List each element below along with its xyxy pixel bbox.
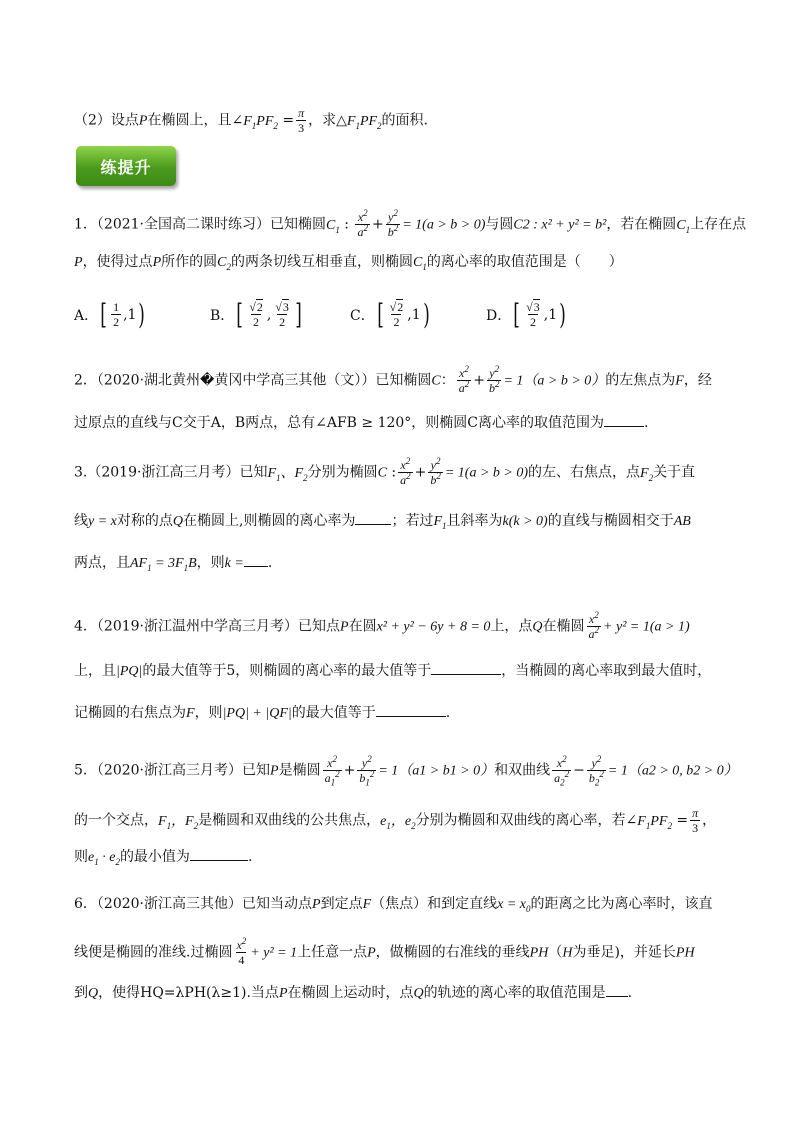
text: 的距离之比为离心率时，该直 <box>530 896 713 912</box>
text: 的最大值等于 <box>291 705 376 721</box>
fraction: $\frac{\pi}{3}$ <box>298 106 305 135</box>
math: x² + y² − 6y + 8 = 0 <box>376 619 491 635</box>
math: + y² = 1(a > 1) <box>603 619 690 635</box>
math-vector-eq: $AF_1 = 3F_1B$ <box>130 556 197 573</box>
text: ，则 <box>194 705 223 721</box>
math: P <box>74 255 83 270</box>
text: 已知点 <box>298 618 341 635</box>
answer-blank[interactable] <box>244 552 268 567</box>
text: ，使得 <box>98 985 141 1001</box>
question-number: 5． <box>74 762 97 779</box>
question-number: 3. <box>74 464 88 481</box>
fraction: $\frac{y^2}{b^2}$ <box>387 208 399 239</box>
text: 上存在点 <box>690 216 747 233</box>
text: 分别为椭圆和双曲线的离心率，若∠ <box>415 812 638 829</box>
text: ，若在椭圆 <box>606 216 677 233</box>
math: |PQ| + |QF| <box>222 706 292 721</box>
text: 已知 <box>242 762 271 779</box>
text: 的轨迹的离心率的取值范围是 <box>423 985 606 1001</box>
text: 的面积. <box>381 112 428 129</box>
text: = <box>676 812 689 829</box>
text: ，当椭圆的离心率取到最大值时， <box>501 663 712 679</box>
fraction: $\frac{x^2}{a_2^2}$ <box>554 754 570 788</box>
option-label: C． <box>350 307 375 324</box>
text: . <box>627 985 633 1001</box>
fraction: $\frac{y^2}{b_2^2}$ <box>588 754 604 788</box>
fraction: $\frac{\pi}{3}$ <box>692 806 699 835</box>
text: ： <box>440 372 455 389</box>
text: 在圆 <box>348 618 377 635</box>
text: 在椭圆 <box>542 618 585 635</box>
text: 已知椭圆 <box>270 216 327 233</box>
text: 已知当动点 <box>242 896 313 912</box>
math: P <box>278 986 288 1001</box>
answer-blank[interactable] <box>376 702 446 717</box>
math: $F_1$，$F_2$ <box>158 813 199 831</box>
math: AB <box>673 514 691 529</box>
option-d[interactable]: D． [ $\frac{√3}{2}$ ,1 ) <box>486 297 566 331</box>
math: $F_2$ <box>640 465 654 483</box>
question-4-line-3 <box>74 702 450 724</box>
question-1-line-1: 1．（2021·全国高二课时练习）已知椭圆$C_1$ : $\frac{x^2}{a^2}$ + $\frac{y^2}{b^2}$ = 1(a > b > 0)与圆C2 : x² + y² = b²，若在椭圆$C_1$上存在点 <box>74 208 747 239</box>
math: P <box>152 255 162 270</box>
option-label: D． <box>486 307 512 324</box>
question-3-line-3 <box>74 552 272 574</box>
math: = 1（a > b > 0） <box>503 373 606 389</box>
math: |PQ| <box>116 664 143 679</box>
answer-blank[interactable] <box>355 510 391 525</box>
math: P <box>312 897 321 912</box>
option-label: A． <box>74 307 99 324</box>
question-number: 2． <box>74 372 97 389</box>
text: 记椭圆的右焦点为 <box>74 705 186 721</box>
text: 上，点 <box>490 618 533 635</box>
text: ，做椭圆的右准线的垂线 <box>375 944 530 961</box>
math-triangle: $F_1PF_2$ <box>346 113 382 131</box>
math: $F_1$ <box>433 514 447 531</box>
text: ， <box>702 812 717 829</box>
text: . <box>445 705 451 721</box>
question-source: （2020·湖北黄州�黄冈中学高三其他（文）） <box>96 372 376 389</box>
math: $e_1 \cdot e_2$ <box>88 850 120 867</box>
text: 和双曲线 <box>494 762 551 779</box>
math: $C_1$ <box>676 217 691 235</box>
text: .当点 <box>246 985 279 1001</box>
text: 的最小值为 <box>119 849 190 865</box>
fraction: $\frac{x^2}{a^2}$ <box>588 610 600 641</box>
text: 线便是椭圆的准线.过椭圆 <box>74 944 233 961</box>
question-number: 4． <box>74 618 97 635</box>
math: $C_2$ <box>217 255 231 272</box>
text: （焦点）和到定直线 <box>371 896 498 912</box>
section-badge: 练提升 <box>76 146 176 186</box>
text: 的左焦点为 <box>605 372 676 389</box>
text: 线 <box>74 513 88 529</box>
question-4-line-2 <box>74 660 711 682</box>
question-source: （2021·全国高二课时练习） <box>96 216 271 233</box>
math: H <box>562 945 573 961</box>
question-4-line-1 <box>74 612 690 641</box>
math: Q <box>172 514 183 529</box>
math: $x = x_0$ <box>497 897 531 914</box>
text: 则 <box>74 849 88 865</box>
question-source: （2019·浙江温州中学高三月考） <box>96 618 299 635</box>
fraction: $\frac{y^2}{b^2}$ <box>488 364 500 395</box>
math: + y² = 1 <box>250 945 298 961</box>
text: 为垂足)，并延长 <box>572 944 676 961</box>
question-source: （2020·浙江高三月考） <box>96 762 243 779</box>
math: Q <box>532 619 543 635</box>
math: $C_1$ <box>412 255 427 272</box>
text: 上任意一点 <box>297 944 368 961</box>
question-6-line-1 <box>74 894 713 915</box>
math: $F_1$、$F_2$ <box>267 465 308 483</box>
text: （ <box>548 944 563 961</box>
text: 在椭圆上,则椭圆的离心率为 <box>183 513 356 529</box>
math: Q <box>413 986 424 1001</box>
math: C2 : x² + y² = b² <box>513 217 607 233</box>
text: （2）设点 <box>74 112 139 129</box>
question-6-line-3 <box>74 982 632 1004</box>
fraction: $\frac{x^2}{a_1^2}$ <box>324 754 340 788</box>
question-5-line-1: 5．（2020·浙江高三月考）已知P是椭圆 $\frac{x^2}{a_1^2}$ + $\frac{y^2}{b_1^2}$ = 1（a1 > b1 > 0）和双曲线 $\frac{x^2}{a_2^2}$ − $\frac{y^2}{b_2^2}$ = 1（a2 > 0, b2 > 0） <box>74 754 738 788</box>
question-5-line-3 <box>74 846 252 868</box>
text: 在椭圆上，且∠ <box>147 112 244 129</box>
question-5-line-2 <box>74 806 716 835</box>
text: 在椭圆上运动时，点 <box>287 985 414 1001</box>
math: $e_1$，$e_2$ <box>380 813 416 831</box>
math: C <box>431 373 441 389</box>
text: ，求△ <box>308 112 347 129</box>
fraction: $\frac{y^2}{b_1^2}$ <box>359 754 375 788</box>
math: = 1(a > b > 0) <box>444 465 528 481</box>
text: 已知椭圆 <box>375 372 432 389</box>
math: P <box>367 945 376 961</box>
text: 两点，且 <box>74 555 130 571</box>
text: 所作的圆 <box>161 254 218 270</box>
text: 且斜率为 <box>446 513 503 529</box>
math: C <box>377 465 387 481</box>
text: 的左、右焦点，点 <box>528 464 640 481</box>
math: F <box>186 706 195 721</box>
text: 的离心率的取值范围是（ ） <box>426 254 623 270</box>
text: . <box>247 849 253 865</box>
math: k(k > 0) <box>502 514 548 529</box>
question-2-line-1: 2．（2020·湖北黄州�黄冈中学高三其他（文））已知椭圆C： $\frac{x^2}{a^2}$ + $\frac{y^2}{b^2}$ = 1（a > b > 0）的左焦点为F，经 <box>74 364 712 395</box>
answer-blank[interactable] <box>190 846 248 861</box>
text: ；若过 <box>391 513 434 529</box>
question-3-line-1: 3.（2019·浙江高三月考）已知$F_1$、$F_2$分别为椭圆C : $\frac{x^2}{a^2}$ + $\frac{y^2}{b^2}$ = 1(a > b > 0)的左、右焦点，点$F_2$关于直 <box>74 456 696 487</box>
text: ，使得过点 <box>82 254 153 270</box>
math: = 1（a1 > b1 > 0） <box>378 763 495 779</box>
answer-blank[interactable] <box>431 660 501 675</box>
math: = 1（a2 > 0, b2 > 0） <box>607 763 738 779</box>
text: 过原点的直线与C交于A，B两点，总有∠AFB ≥ 120°，则椭圆C离心率的取值范围为 <box>74 415 605 431</box>
text: ，经 <box>683 372 712 389</box>
text: ，则 <box>196 555 225 571</box>
math: P <box>340 619 349 635</box>
text: 的两条切线互相垂直，则椭圆 <box>230 254 413 270</box>
question-3-line-2 <box>74 510 691 532</box>
fraction: $\frac{y^2}{b^2}$ <box>430 456 441 487</box>
text: 是椭圆 <box>278 762 321 779</box>
math: Q <box>88 986 99 1001</box>
option-b[interactable]: B． [ $\frac{√2}{2}$ , $\frac{√3}{2}$ ] <box>210 297 302 331</box>
math: PH <box>529 945 549 961</box>
question-source: （2020·浙江高三其他） <box>96 896 243 912</box>
question-number: 6． <box>74 896 97 912</box>
text: 到 <box>74 985 88 1001</box>
fraction: $\frac{x^2}{a^2}$ <box>458 364 470 395</box>
math: PH <box>675 945 695 961</box>
prev-question-2 <box>74 106 428 135</box>
math-angle: $F_1PF_2$ <box>243 113 278 131</box>
text: . <box>267 555 273 571</box>
question-2-line-2 <box>74 412 648 433</box>
option-c[interactable]: C． [ $\frac{√2}{2}$ ,1 ) <box>350 297 430 331</box>
text: 对称的点 <box>116 513 173 529</box>
math: $C_1$ <box>326 217 340 235</box>
math: F <box>675 373 684 389</box>
option-a[interactable]: A． [ $\frac{1}{2}$ ,1 ) <box>74 297 146 331</box>
text: = <box>282 112 295 129</box>
math: = 1(a > b > 0) <box>402 217 486 233</box>
question-1-line-2 <box>74 252 623 273</box>
text: 分别为椭圆 <box>307 464 378 481</box>
answer-blank[interactable] <box>604 412 644 427</box>
math-angle: $F_1PF_2$ <box>637 813 672 831</box>
fraction: $\frac{x^2}{a^2}$ <box>357 208 368 239</box>
text: 是椭圆和双曲线的公共焦点， <box>198 812 381 829</box>
math: P <box>138 113 148 129</box>
text: . <box>644 415 649 431</box>
text: 已知 <box>239 464 268 481</box>
question-6-line-2 <box>74 938 695 967</box>
fraction: $\frac{x^2}{4}$ <box>236 936 247 967</box>
math: F <box>362 897 372 912</box>
math: P <box>270 763 279 779</box>
question-source: （2019·浙江高三月考） <box>87 464 240 481</box>
option-label: B． <box>210 307 235 324</box>
text: 上，且 <box>74 663 116 679</box>
text: 关于直 <box>653 464 696 481</box>
answer-blank[interactable] <box>606 982 628 997</box>
math: y = x <box>88 514 117 529</box>
text: 与圆 <box>485 216 514 233</box>
text: 的直线与椭圆相交于 <box>547 513 674 529</box>
text: 的最大值等于5，则椭圆的离心率的最大值等于 <box>142 663 432 679</box>
math: HQ=λPH(λ≥1) <box>140 985 247 1001</box>
fraction: $\frac{x^2}{a^2}$ <box>400 456 411 487</box>
text: 的一个交点， <box>74 812 158 829</box>
text: 到定点 <box>320 896 363 912</box>
math: k = <box>224 556 244 571</box>
question-number: 1． <box>74 216 97 233</box>
